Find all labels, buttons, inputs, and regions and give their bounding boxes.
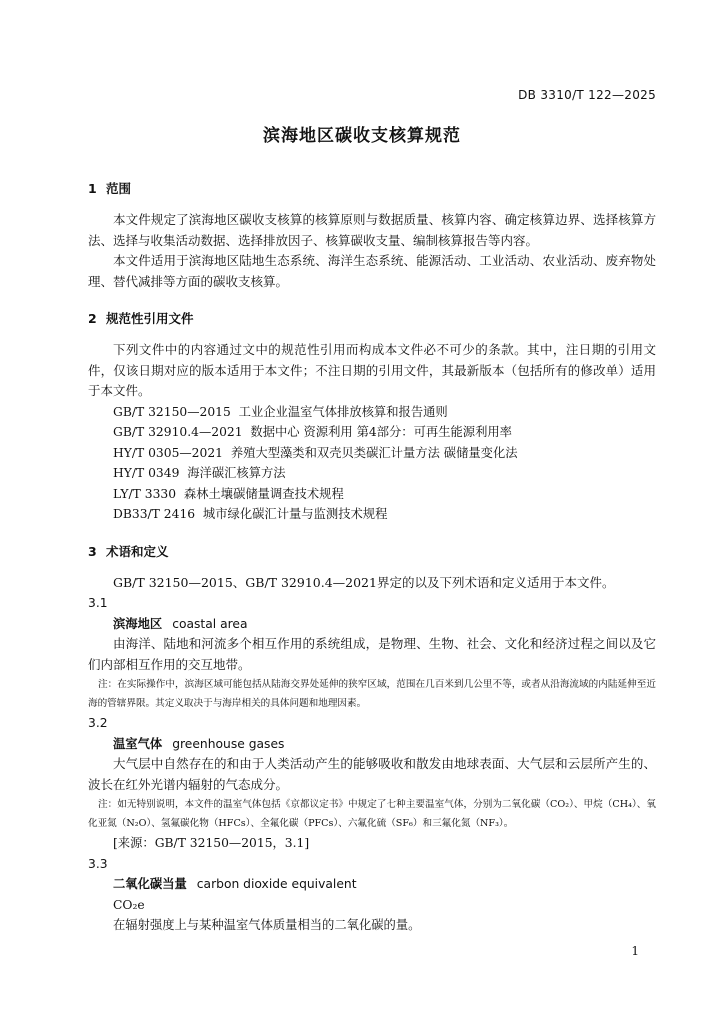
- term-zh: 温室气体: [113, 736, 163, 751]
- reference-title: 工业企业温室气体排放核算和报告通则: [238, 404, 448, 419]
- page-number: 1: [631, 944, 639, 958]
- term-number: 3.3: [88, 856, 108, 871]
- term-number: 3.2: [88, 716, 108, 730]
- term-definition: 大气层中自然存在的和由于人类活动产生的能够吸收和散发由地球表面、大气层和云层所产生的、波长在红外光谱内辐射的气态成分。: [88, 756, 656, 792]
- term-definition: 在辐射强度上与某种温室气体质量相当的二氧化碳的量。: [113, 918, 421, 932]
- reference-code: HY/T 0305—2021: [113, 445, 223, 460]
- term-source: [来源：GB/T 32150—2015，3.1]: [113, 836, 310, 850]
- reference-item: [88, 504, 656, 525]
- section-number: 2: [88, 311, 97, 326]
- reference-title: 森林土壤碳储量调查技术规程: [183, 486, 344, 501]
- standard-code: DB 3310/T 122—2025: [518, 88, 656, 102]
- term-heading: [88, 614, 656, 635]
- reference-code: GB/T 32910.4—2021: [113, 425, 243, 439]
- section-number: 3: [88, 543, 97, 559]
- section-title: 术语和定义: [106, 543, 169, 559]
- term-en: coastal area: [172, 616, 248, 631]
- section-title: 规范性引用文件: [106, 311, 194, 326]
- document-body: [88, 178, 656, 936]
- term-number: 3.1: [88, 596, 108, 610]
- reference-item: [88, 443, 656, 464]
- reference-code: LY/T 3330: [113, 486, 177, 501]
- term-heading: [88, 874, 656, 895]
- reference-title: 养殖大型藻类和双壳贝类碳汇计量方法 碳储量变化法: [230, 445, 518, 460]
- reference-item: [88, 422, 656, 443]
- section-number: 1: [88, 181, 97, 196]
- document-title: 滨海地区碳收支核算规范: [263, 126, 461, 146]
- section-title: 范围: [106, 181, 132, 196]
- term-note: 注：在实际操作中，滨海区域可能包括从陆海交界处延伸的狭窄区域，范围在几百米到几公里不等，或者从沿海流域的内陆延伸至近海的管辖界限。其定义取决于与海岸相关的具体问题和地理因素。: [88, 679, 656, 709]
- reference-title: 城市绿化碳汇计量与监测技术规程: [202, 507, 388, 521]
- reference-item: [88, 402, 656, 423]
- reference-code: HY/T 0349: [113, 466, 180, 480]
- term-en: greenhouse gases: [172, 736, 285, 751]
- section-heading-scope: [88, 178, 656, 200]
- reference-title: 数据中心 资源利用 第4部分：可再生能源利用率: [250, 425, 512, 439]
- normative-intro: 下列文件中的内容通过文中的规范性引用而构成本文件必不可少的条款。其中，注日期的引用文件，仅该日期对应的版本适用于本文件；不注日期的引用文件，其最新版本（包括所有的修改单）适用于本文件。: [88, 342, 656, 398]
- reference-item: [88, 463, 656, 484]
- reference-code: GB/T 32150—2015: [113, 404, 231, 419]
- term-heading: [88, 734, 656, 755]
- reference-code: DB33/T 2416: [113, 507, 196, 521]
- reference-item: [88, 484, 656, 505]
- section-heading-normative: [88, 308, 656, 330]
- term-zh: 二氧化碳当量: [113, 877, 187, 891]
- term-en: carbon dioxide equivalent: [196, 877, 357, 891]
- scope-paragraph-2: 本文件适用于滨海地区陆地生态系统、海洋生态系统、能源活动、工业活动、农业活动、废弃物处理、替代减排等方面的碳收支核算。: [88, 253, 656, 289]
- term-note: 注：如无特别说明，本文件的温室气体包括《京都议定书》中规定了七种主要温室气体，分别为二氧化碳（CO₂）、甲烷（CH₄）、氧化亚氮（N₂O）、氢氟碳化物（HFCs）、全氟化碳（PFCs）、六氟化硫（SF₆）和三氟化氮（NF₃）。: [88, 799, 656, 829]
- scope-paragraph-1: 本文件规定了滨海地区碳收支核算的核算原则与数据质量、核算内容、确定核算边界、选择核算方法、选择与收集活动数据、选择排放因子、核算碳收支量、编制核算报告等内容。: [88, 212, 656, 248]
- term-definition: 由海洋、陆地和河流多个相互作用的系统组成，是物理、生物、社会、文化和经济过程之间以及它们内部相互作用的交互地带。: [88, 636, 656, 672]
- term-zh: 滨海地区: [113, 616, 163, 631]
- terms-intro: GB/T 32150—2015、GB/T 32910.4—2021界定的以及下列术语和定义适用于本文件。: [113, 574, 615, 590]
- section-heading-terms: [88, 541, 656, 563]
- reference-title: 海洋碳汇核算方法: [187, 466, 286, 480]
- term-symbol: CO₂e: [113, 897, 145, 912]
